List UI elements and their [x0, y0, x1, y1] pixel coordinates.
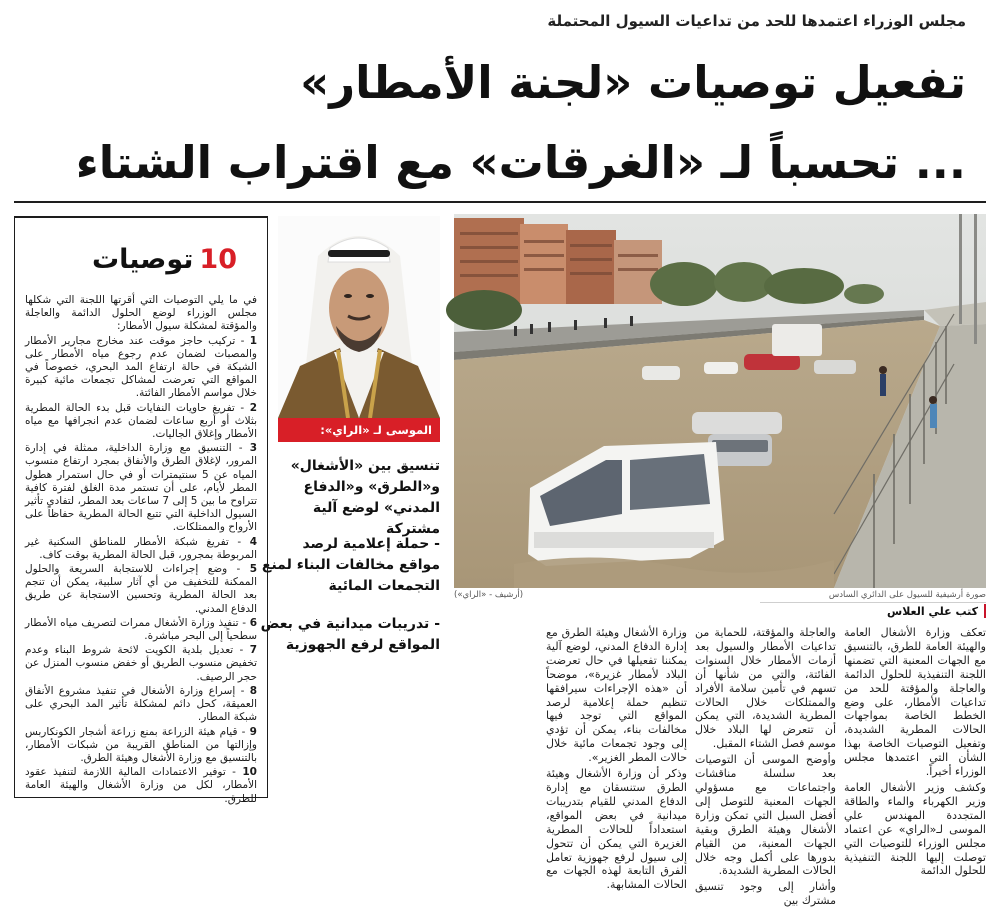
headline-line-2: ... تحسباً لـ «الغرقات» مع اقتراب الشتاء — [75, 136, 966, 189]
recommendation-number: 4 — [249, 535, 257, 548]
recommendation-item: 3 - التنسيق مع وزارة الداخلية، ممثلة في إدارة المرور، لإغلاق الطرق والأنفاق بمجرد ارتفاع منسوب المياه عن 5 سنتيمترات أو في حال استمرار هطول المطر لأيام، على أن تستمر مدة الغلق لفترة كافية تتراوح ما بين 5 إلى 7 ساعات بعد المطر، لتفادي تأثير السيول الداخلية التي تتبع الحالة المطرية حفاظاً على الأرواح والممتلكات. — [25, 442, 258, 534]
recommendation-text: تفريغ شبكة الأمطار للمناطق السكنية غير المربوطة بمجرور، قبل الحالة المطرية بوقت كاف. — [25, 535, 257, 561]
recommendation-number: 2 — [249, 401, 257, 414]
article-paragraph: والعاجلة والمؤقتة، للحماية من تداعيات الأمطار والسيول بعد أزمات الأمطار خلال السنوات الفائتة، والتي من شأنها أن تسهم في تأمين سلامة الأفراد والممتلكات خلال الحالات المطرية الشديدة، التي يمكن أن تتعرض لها البلاد خلال موسم فصل الشتاء المقبل. — [695, 626, 836, 751]
recommendations-list — [25, 294, 257, 807]
photo-credit: (أرشيف - «الراي») — [454, 590, 524, 600]
recommendation-number: 8 — [249, 684, 257, 697]
kicker-line: مجلس الوزراء اعتمدها للحد من تداعيات السيول المحتملة — [547, 12, 966, 30]
recommendation-number: 6 — [249, 616, 257, 629]
highlight-field-training: - تدريبات ميدانية في بعض المواقع لرفع الجهوزية — [260, 616, 440, 653]
recommendation-item: 5 - وضع إجراءات للاستجابة السريعة والحلول الممكنة للتخفيف من أي آثار سلبية، يمكن أن تنجم بعد الحالة المطرية وتحسين الاستجابة عن طريق الدفاع المدني. — [25, 563, 257, 615]
recommendation-number: 3 — [249, 442, 257, 455]
recommendation-item: 9 - قيام هيئة الزراعة بمنع زراعة أشجار الكونكاربس وإزالتها من المناطق القريبة من شبكات الأمطار، بالتنسيق مع وزارة الأشغال وهيئة الطرق. — [25, 725, 257, 764]
highlight-coordination: تنسيق بين «الأشغال» و«الطرق» و«الدفاع المدني» لوضع آلية مشتركة — [290, 458, 440, 537]
article-paragraph: وذكر أن وزارة الأشغال وهيئة الطرق ستنسقان مع إدارة الدفاع المدني للقيام بتدريبات ميدانية في بعض المواقع، استعداداً للحالات المطرية الغزيرة التي يمكن أن تتحول إلى سيول لرفع جهوزية تعامل الفرق التابعة لهذه الجهات مع الحالات المشابهة. — [546, 767, 687, 892]
recommendation-number: 10 — [242, 766, 257, 779]
byline-divider — [760, 602, 986, 603]
byline — [887, 605, 986, 618]
recommendation-item: 8 - إسراع وزارة الأشغال في تنفيذ مشروع الأنفاق العميقة، كحل دائم لمشكلة تأثير المد البحري على شبكة المطار. — [25, 684, 257, 724]
highlight-media-campaign: - حملة إعلامية لرصد مواقع مخالفات البناء لمنع التجمعات المائية — [261, 536, 440, 594]
recommendations-intro: في ما يلي التوصيات التي أقرتها اللجنة التي شكلها مجلس الوزراء لوضع الحلول الدائمة والعاجلة والمؤقتة لمشكلة سيول الأمطار: — [25, 294, 257, 333]
recommendation-text: تفريغ حاويات النفايات قبل بدء الحالة المطرية بثلاث أو أربع ساعات لضمان عدم انجرافها مع مياه الأمطار وإغلاق الجاليات. — [25, 401, 257, 441]
portrait-caption: الموسى لـ «الراي»: — [278, 418, 440, 442]
recommendations-title — [92, 244, 237, 275]
article-paragraph: وأوضح الموسى أن التوصيات بعد سلسلة مناقشات واجتماعات مع مسؤولي الجهات المعنية للتوصل إلى أفضل السبل التي تمكن وزارة الأشغال وهيئة الطرق وبقية الجهات المعنية، من القيام بدورها على أكمل وجه خلال الحالات المطرية الشديدة. — [695, 753, 836, 878]
recommendation-item: 6 - تنفيذ وزارة الأشغال ممرات لتصريف مياه الأمطار سطحياً إلى البحر مباشرة. — [25, 616, 257, 643]
recommendation-number: 1 — [249, 334, 257, 347]
recommendation-item: 4 - تفريغ شبكة الأمطار للمناطق السكنية غير المربوطة بمجرور، قبل الحالة المطرية بوقت كاف. — [25, 535, 257, 561]
byline-text: كتب علي العلاس — [887, 605, 978, 618]
article-column-1 — [844, 626, 986, 878]
recommendations-box — [14, 216, 268, 805]
article-column-3 — [546, 626, 687, 892]
recommendation-text: التنسيق مع وزارة الداخلية، ممثلة في إدارة المرور، لإغلاق الطرق والأنفاق بمجرد ارتفاع منسوب المياه عن 5 سنتيمترات أو في حال استمرار هطول المطر لأيام، على أن تستمر مدة الغلق لفترة كافية تتراوح ما بين 5 إلى 7 ساعات بعد المطر، لتفادي تأثير السيول الداخلية التي تتبع الحالة المطرية حفاظاً على الأرواح والممتلكات. — [25, 442, 258, 534]
article-column-2 — [695, 626, 836, 908]
recommendations-count: 10 — [199, 244, 237, 275]
photo-caption: صورة أرشيفية للسيول على الدائري السادس — [828, 590, 986, 600]
recommendation-item: 10 - توفير الاعتمادات المالية اللازمة لتنفيذ عقود الأمطار، لكل من وزارة الأشغال والهيئة العامة للطرق. — [25, 766, 257, 805]
recommendations-title-word: توصيات — [91, 244, 194, 275]
recommendation-text: قيام هيئة الزراعة بمنع زراعة أشجار الكونكاربس وإزالتها من المناطق القريبة من شبكات الأمطار، بالتنسيق مع وزارة الأشغال وهيئة الطرق. — [25, 725, 257, 764]
header-divider — [14, 201, 986, 203]
article-paragraph: وزارة الأشغال وهيئة الطرق مع إدارة الدفاع المدني، لوضع آلية يمكننا تفعيلها في حال تعرضت البلاد لأمطار غزيرة»، موضحاً أن «هذه الإجراءات سيرافقها تنظيم حملة إعلامية لرصد المواقع التي توجد فيها مخالفات بناء، يمكن أن تؤدي إلى وجود تجمعات مائية خلال حالات المطر الغزير». — [546, 626, 687, 765]
minister-portrait — [278, 216, 440, 418]
recommendation-text: وضع إجراءات للاستجابة السريعة والحلول الممكنة للتخفيف من أي آثار سلبية، يمكن أن تنجم بعد الحالة المطرية وتحسين الاستجابة عن طريق الدفاع المدني. — [25, 563, 257, 615]
article-paragraph: تعكف وزارة الأشغال العامة والهيئة العامة للطرق، بالتنسيق مع الجهات المعنية التي تضمنها اللجنة التنفيذية للحلول الدائمة والعاجلة والمؤقتة للحد من تداعيات الأمطار، على وضع الخطط الخاصة بمواجهات الحالات المطرية الشديدة، وتفعيل التوصيات الخاصة بهذا الشأن التي اعتمدها مجلس الوزراء أخيراً. — [844, 626, 986, 779]
recommendation-text: توفير الاعتمادات المالية اللازمة لتنفيذ عقود الأمطار، لكل من وزارة الأشغال والهيئة العامة للطرق. — [25, 766, 257, 805]
recommendation-text: تعديل بلدية الكويت لائحة شروط البناء وعدم تخفيض منسوب الطريق أو خفض منسوب المنزل عن حجر الرصيف. — [25, 644, 257, 683]
recommendation-number: 5 — [249, 563, 257, 576]
recommendation-text: تنفيذ وزارة الأشغال ممرات لتصريف مياه الأمطار سطحياً إلى البحر مباشرة. — [25, 616, 257, 643]
recommendation-text: إسراع وزارة الأشغال في تنفيذ مشروع الأنفاق العميقة، كحل دائم لمشكلة تأثير المد البحري على شبكة المطار. — [25, 684, 257, 724]
flood-photo — [454, 214, 986, 588]
recommendation-text: تركيب حاجز موقت عند مخارج مجارير الأمطار والمصبات لضمان عدم رجوع مياه الأمطار على الشبكة في حالة ارتفاع المد البحري، خصوصاً في المواقع التي تعرضت لمشاكل تجمعات مائية كبيرة خلال مواسم الأمطار الفائتة. — [25, 334, 257, 400]
article-paragraph: وكشف وزير الأشغال العامة وزير الكهرباء والماء والطاقة المتجددة المهندس علي الموسى لـ«الراي» عن اعتماد مجلس الوزراء للتوصيات التي توصلت إليها اللجنة التنفيذية للحلول الدائمة — [844, 780, 986, 878]
recommendation-item: 1 - تركيب حاجز موقت عند مخارج مجارير الأمطار والمصبات لضمان عدم رجوع مياه الأمطار على الشبكة في حالة ارتفاع المد البحري، خصوصاً في المواقع التي تعرضت لمشاكل تجمعات مائية كبيرة خلال مواسم الأمطار الفائتة. — [25, 334, 257, 400]
recommendation-item: 7 - تعديل بلدية الكويت لائحة شروط البناء وعدم تخفيض منسوب الطريق أو خفض منسوب المنزل عن حجر الرصيف. — [25, 644, 258, 683]
recommendation-number: 9 — [249, 725, 257, 738]
article-paragraph: وأشار إلى وجود تنسيق مشترك بين — [695, 880, 836, 908]
headline-line-1: تفعيل توصيات «لجنة الأمطار» — [300, 56, 966, 109]
recommendation-item: 2 - تفريغ حاويات النفايات قبل بدء الحالة المطرية بثلاث أو أربع ساعات لضمان عدم انجرافها مع مياه الأمطار وإغلاق الجاليات. — [25, 401, 257, 441]
recommendation-number: 7 — [249, 644, 258, 657]
